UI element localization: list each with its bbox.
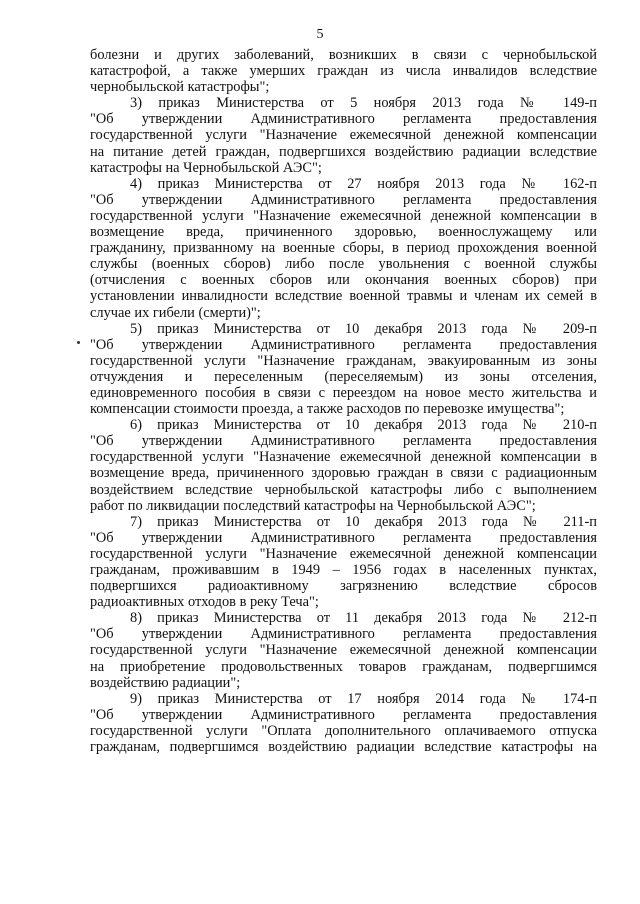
text-line: государственной услуги "Оплата дополнительного оплачиваемого отпуска: [90, 722, 597, 739]
text-line: "Об утверждении Административного регламента предоставления: [90, 706, 597, 723]
text-line: компенсации стоимости проезда, а также расходов по перевозке имущества";: [90, 401, 565, 418]
text-line: государственной услуги "Назначение гражданам, эвакуированным из зоны: [90, 352, 597, 369]
text-line: 4) приказ Министерства от 27 ноября 2013 года № 162-п: [130, 175, 597, 192]
text-line: государственной услуги "Назначение ежемесячной денежной компенсации: [90, 642, 597, 659]
text-line: государственной услуги "Назначение ежемесячной денежной компенсации в: [90, 449, 597, 466]
scan-artifact-dot: [77, 341, 80, 344]
text-line: подвергшихся радиоактивному загрязнению вследствие сбросов: [90, 578, 597, 595]
text-line: отчуждения и переселенным (переселяемым) из зоны отселения,: [90, 368, 597, 385]
text-line: катастрофой, а также умерших граждан из числа инвалидов вследствие: [90, 63, 597, 80]
text-line: катастрофы на Чернобыльской АЭС";: [90, 159, 322, 176]
document-body: [90, 47, 597, 755]
text-line: государственной услуги "Назначение ежемесячной денежной компенсации в: [90, 207, 597, 224]
text-line: единовременного пособия в связи с переездом на новое место жительства и: [90, 384, 597, 401]
text-line: 8) приказ Министерства от 11 декабря 2013 года № 212-п: [130, 610, 597, 627]
text-line: чернобыльской катастрофы";: [90, 79, 270, 96]
text-line: 3) приказ Министерства от 5 ноября 2013 года № 149-п: [130, 95, 597, 112]
text-line: установлении инвалидности вследствие военной травмы и членам их семей в: [90, 288, 597, 305]
text-line: 5) приказ Министерства от 10 декабря 2013 года № 209-п: [130, 320, 597, 337]
text-line: 7) приказ Министерства от 10 декабря 2013 года № 211-п: [130, 513, 597, 530]
text-line: "Об утверждении Административного регламента предоставления: [90, 111, 597, 128]
text-line: "Об утверждении Административного регламента предоставления: [90, 336, 597, 353]
text-line: возмещение вреда, причиненного здоровью граждан в связи с радиационным: [90, 465, 597, 482]
text-line: государственной услуги "Назначение ежемесячной денежной компенсации: [90, 545, 597, 562]
text-line: "Об утверждении Административного регламента предоставления: [90, 433, 597, 450]
text-line: 6) приказ Министерства от 10 декабря 2013 года № 210-п: [130, 417, 597, 434]
text-line: службы (военных сборов) либо после увольнения с военной службы: [90, 256, 597, 273]
text-line: "Об утверждении Административного регламента предоставления: [90, 529, 597, 546]
text-line: радиоактивных отходов в реку Теча";: [90, 594, 319, 611]
text-line: возмещение вреда, причиненного здоровью, военнослужащему или: [90, 224, 597, 241]
text-line: 9) приказ Министерства от 17 ноября 2014 года № 174-п: [130, 690, 597, 707]
text-line: воздействию радиации";: [90, 674, 241, 691]
text-line: на приобретение продовольственных товаров гражданам, подвергшимся: [90, 658, 597, 675]
text-line: (отчисления с военных сборов или окончания военных сборов) при: [90, 272, 597, 289]
text-line: работ по ликвидации последствий катастрофы на Чернобыльской АЭС";: [90, 497, 536, 514]
text-line: "Об утверждении Административного регламента предоставления: [90, 626, 597, 643]
text-line: болезни и других заболеваний, возникших в связи с чернобыльской: [90, 47, 597, 63]
text-line: случае их гибели (смерти)";: [90, 304, 261, 321]
text-line: государственной услуги "Назначение ежемесячной денежной компенсации: [90, 127, 597, 144]
page-number: 5: [316, 27, 324, 42]
text-line: на питание детей граждан, подвергшихся воздействию радиации вследствие: [90, 143, 597, 160]
text-line: "Об утверждении Административного регламента предоставления: [90, 191, 597, 208]
text-line: гражданам, проживавшим в 1949 – 1956 годах в населенных пунктах,: [90, 562, 597, 578]
text-line: гражданам, подвергшимся воздействию радиации вследствие катастрофы на: [90, 739, 597, 756]
text-line: воздействием вследствие чернобыльской катастрофы либо с выполнением: [90, 481, 597, 498]
text-line: гражданину, призванному на военные сборы, в период прохождения военной: [90, 240, 597, 257]
